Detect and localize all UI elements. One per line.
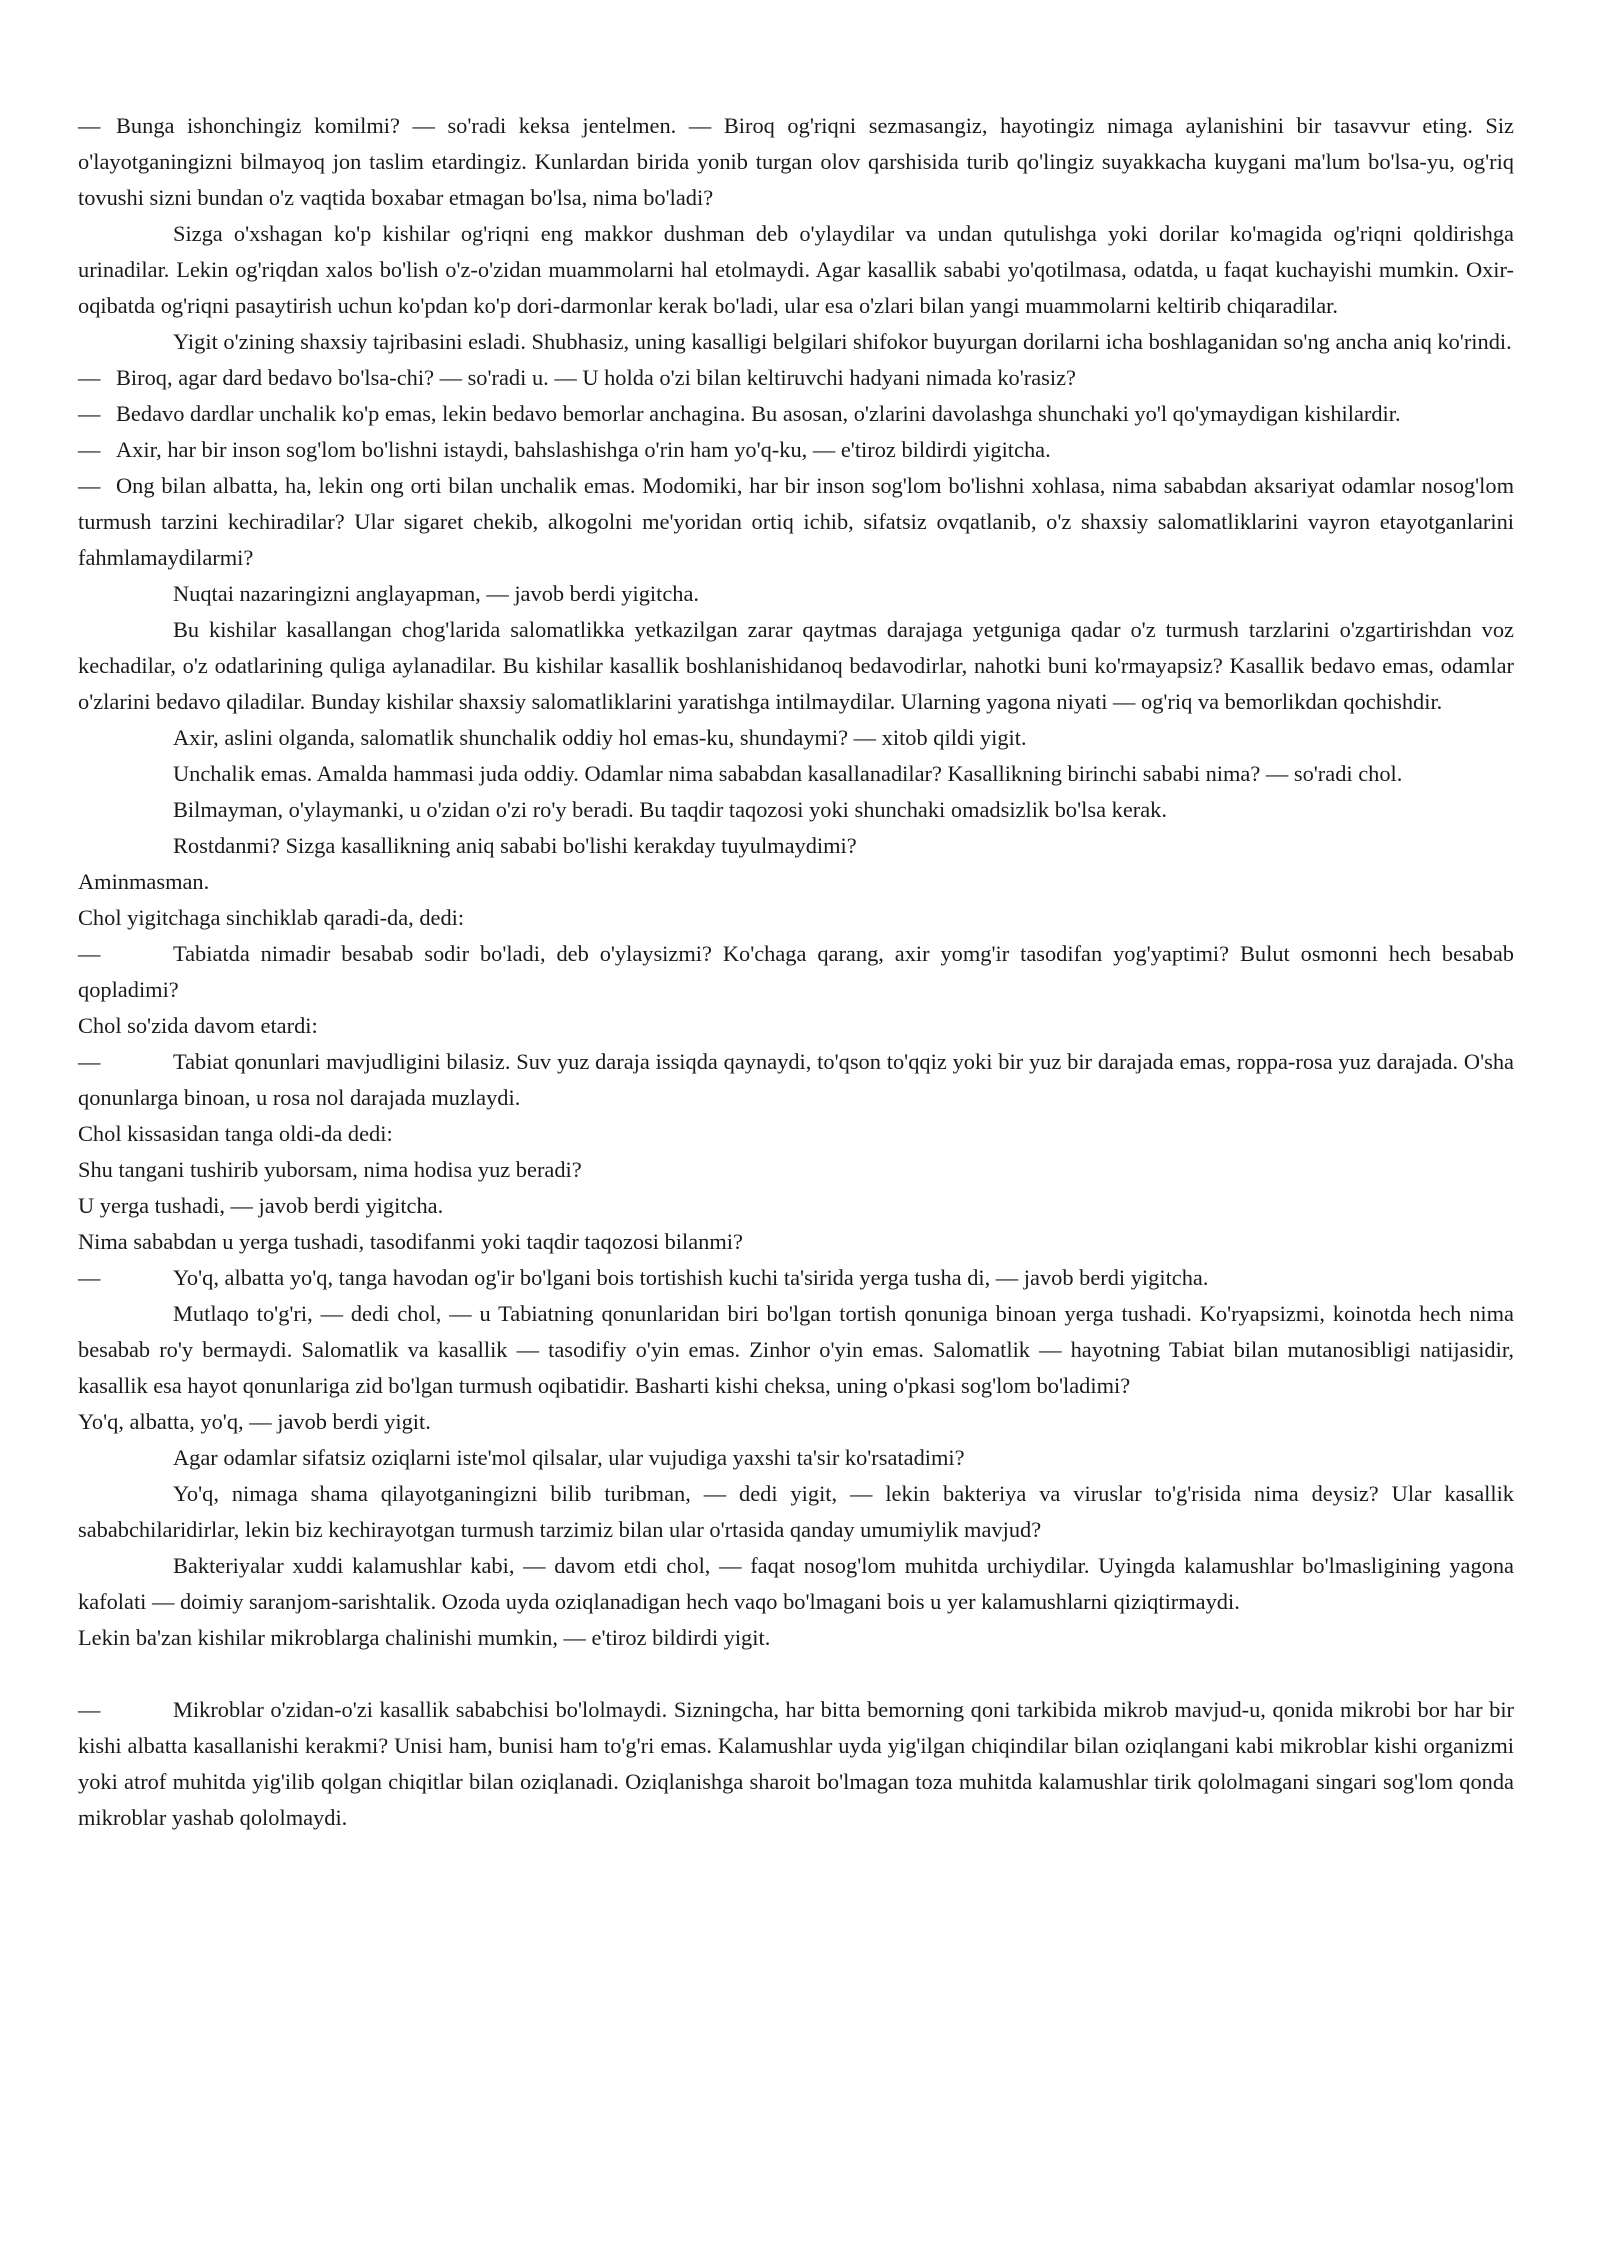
paragraph: Yo'q, nimaga shama qilayotganingizni bilib turibman, — dedi yigit, — lekin bakteriya va viruslar to'g'risida nima deysiz? Ular kasallik sababchilaridirlar, lekin biz kechirayotgan turmush tarzimiz bilan ular o'rtasida qanday umumiylik mavjud? — [78, 1481, 1514, 1542]
paragraph-text: Bunga ishonchingiz komilmi? — so'radi keksa jentelmen. — Biroq og'riqni sezmasangiz, hayotingiz nimaga aylanishini bir tasavvur eting. Siz o'layotganingizni bilmayoq jon taslim etardingiz. Kunlardan birida yonib turgan olov qarshisida turib qo'lingiz suyakkacha kuygani ma'lum bo'lsa-yu, og'riq tovushi sizni bundan o'z vaqtida boxabar etmagan bo'lsa, nima bo'ladi? — [78, 113, 1514, 210]
paragraph: Shu tangani tushirib yuborsam, nima hodisa yuz beradi? — [78, 1157, 582, 1182]
paragraph: Unchalik emas. Amalda hammasi juda oddiy. Odamlar nima sababdan kasallanadilar? Kasallikning birinchi sababi nima? — so'radi chol. — [173, 761, 1403, 786]
document-body — [78, 108, 1514, 1836]
paragraph: Agar odamlar sifatsiz oziqlarni iste'mol qilsalar, ular vujudiga yaxshi ta'sir ko'rsatadimi? — [173, 1445, 965, 1470]
paragraph-text: Bedavo dardlar unchalik ko'p emas, lekin bedavo bemorlar anchagina. Bu asosan, o'zlarini davolashga shunchaki yo'l qo'ymaydigan kishilardir. — [116, 401, 1401, 426]
paragraph — [78, 396, 1514, 432]
paragraph: Mutlaqo to'g'ri, — dedi chol, — u Tabiatning qonunlaridan biri bo'lgan tortish qonuniga binoan yerga tushadi. Ko'ryapsizmi, koinotda hech nima besabab ro'y bermaydi. Salomatlik va kasallik — tasodifiy o'yin emas. Zinhor o'yin emas. Salomatlik — hayotning Tabiat bilan mutanosibligi natijasidir, kasallik esa hayot qonunlariga zid bo'lgan turmush oqibatidir. Basharti kishi cheksa, uning o'pkasi sog'lom bo'ladimi? — [78, 1301, 1514, 1398]
paragraph: Bilmayman, o'ylaymanki, u o'zidan o'zi ro'y beradi. Bu taqdir taqozosi yoki shunchaki omadsizlik bo'lsa kerak. — [173, 797, 1167, 822]
blank-line — [78, 1656, 1514, 1692]
paragraph — [78, 1692, 1514, 1836]
paragraph: Rostdanmi? Sizga kasallikning aniq sababi bo'lishi kerakday tuyulmaydimi? — [173, 833, 857, 858]
paragraph-text: Yo'q, albatta yo'q, tanga havodan og'ir bo'lgani bois tortishish kuchi ta'sirida yerga tusha di, — javob berdi yigitcha. — [173, 1265, 1209, 1290]
paragraph — [78, 936, 1514, 1008]
dash-mark: — — [78, 401, 101, 426]
dash-mark: — — [78, 1697, 101, 1722]
paragraph: Yo'q, albatta, yo'q, — javob berdi yigit. — [78, 1409, 431, 1434]
paragraph: Chol so'zida davom etardi: — [78, 1013, 318, 1038]
dash-mark: — — [78, 365, 101, 390]
paragraph: Nuqtai nazaringizni anglayapman, — javob berdi yigitcha. — [173, 581, 700, 606]
dash-mark: — — [78, 941, 101, 966]
dash-mark: — — [78, 113, 101, 138]
paragraph — [78, 432, 1514, 468]
dash-mark: — — [78, 1265, 101, 1290]
dash-mark: — — [78, 437, 101, 462]
paragraph: Yigit o'zining shaxsiy tajribasini esladi. Shubhasiz, uning kasalligi belgilari shifokor buyurgan dorilarni icha boshlaganidan so'ng ancha aniq ko'rindi. — [173, 329, 1512, 354]
dash-mark: — — [78, 1049, 101, 1074]
paragraph: Sizga o'xshagan ko'p kishilar og'riqni eng makkor dushman deb o'ylaydilar va undan qutulishga yoki dorilar ko'magida og'riqni qoldirishga urinadilar. Lekin og'riqdan xalos bo'lish o'z-o'zidan muammolarni hal etolmaydi. Agar kasallik sababi yo'qotilmasa, odatda, u faqat kuchayishi mumkin. Oxir-oqibatda og'riqni pasaytirish uchun ko'pdan ko'p dori-darmonlar kerak bo'ladi, ular esa o'zlari bilan yangi muammolarni keltirib chiqaradilar. — [78, 221, 1514, 318]
paragraph-text: Tabiatda nimadir besabab sodir bo'ladi, deb o'ylaysizmi? Ko'chaga qarang, axir yomg'ir tasodifan yog'yaptimi? Bulut osmonni hech besabab qopladimi? — [78, 941, 1514, 1002]
paragraph-text: Ong bilan albatta, ha, lekin ong orti bilan unchalik emas. Modomiki, har bir inson sog'lom bo'lishni xohlasa, nima sababdan aksariyat odamlar nosog'lom turmush tarzini kechiradilar? Ular sigaret chekib, alkogolni me'yoridan ortiq ichib, sifatsiz ovqatlanib, o'z shaxsiy salomatliklarini vayron etayotganlarini fahmlamaydilarmi? — [78, 473, 1514, 570]
dash-mark: — — [78, 473, 101, 498]
paragraph: Bu kishilar kasallangan chog'larida salomatlikka yetkazilgan zarar qaytmas darajaga yetguniga qadar o'z turmush tarzlarini o'zgartirishdan voz kechadilar, o'z odatlarining quliga aylanadilar. Bu kishilar kasallik boshlanishidanoq bedavodirlar, nahotki buni ko'rmayapsiz? Kasallik bedavo emas, odamlar o'zlarini bedavo qiladilar. Bunday kishilar shaxsiy salomatliklarini yaratishga intilmaydilar. Ularning yagona niyati — og'riq va bemorlikdan qochishdir. — [78, 617, 1514, 714]
paragraph: Axir, aslini olganda, salomatlik shunchalik oddiy hol emas-ku, shundaymi? — xitob qildi yigit. — [173, 725, 1027, 750]
paragraph — [78, 468, 1514, 576]
paragraph: Chol kissasidan tanga oldi-da dedi: — [78, 1121, 393, 1146]
paragraph — [78, 1044, 1514, 1116]
paragraph-text: Axir, har bir inson sog'lom bo'lishni istaydi, bahslashishga o'rin ham yo'q-ku, — e'tiroz bildirdi yigitcha. — [116, 437, 1051, 462]
paragraph: Lekin ba'zan kishilar mikroblarga chalinishi mumkin, — e'tiroz bildirdi yigit. — [78, 1625, 771, 1650]
paragraph — [78, 360, 1514, 396]
paragraph: Bakteriyalar xuddi kalamushlar kabi, — davom etdi chol, — faqat nosog'lom muhitda urchiydilar. Uyingda kalamushlar bo'lmasligining yagona kafolati — doimiy saranjom-sarishtalik. Ozoda uyda oziqlanadigan hech vaqo bo'lmagani bois u yer kalamushlarni qiziqtirmaydi. — [78, 1553, 1514, 1614]
paragraph: U yerga tushadi, — javob berdi yigitcha. — [78, 1193, 444, 1218]
paragraph — [78, 1260, 1514, 1296]
paragraph-text: Tabiat qonunlari mavjudligini bilasiz. Suv yuz daraja issiqda qaynaydi, to'qson to'qqiz yoki bir yuz bir darajada emas, roppa-rosa yuz darajada. O'sha qonunlarga binoan, u rosa nol darajada muzlaydi. — [78, 1049, 1514, 1110]
paragraph: Chol yigitchaga sinchiklab qaradi-da, dedi: — [78, 905, 465, 930]
paragraph: Aminmasman. — [78, 869, 210, 894]
paragraph — [78, 108, 1514, 216]
paragraph-text: Mikroblar o'zidan-o'zi kasallik sababchisi bo'lolmaydi. Sizningcha, har bitta bemorning qoni tarkibida mikrob mavjud-u, qonida mikrobi bor har bir kishi albatta kasallanishi kerakmi? Unisi ham, bunisi ham to'g'ri emas. Kalamushlar uyda yig'ilgan chiqindilar bilan oziqlangani kabi mikroblar kishi organizmi yoki atrof muhitda yig'ilib qolgan chiqitlar bilan oziqlanadi. Oziqlanishga sharoit bo'lmagan toza muhitda kalamushlar tirik qololmagani singari sog'lom qonda mikroblar yashab qololmaydi. — [78, 1697, 1514, 1830]
paragraph-text: Biroq, agar dard bedavo bo'lsa-chi? — so'radi u. — U holda o'zi bilan keltiruvchi hadyani nimada ko'rasiz? — [116, 365, 1076, 390]
paragraph: Nima sababdan u yerga tushadi, tasodifanmi yoki taqdir taqozosi bilanmi? — [78, 1229, 743, 1254]
